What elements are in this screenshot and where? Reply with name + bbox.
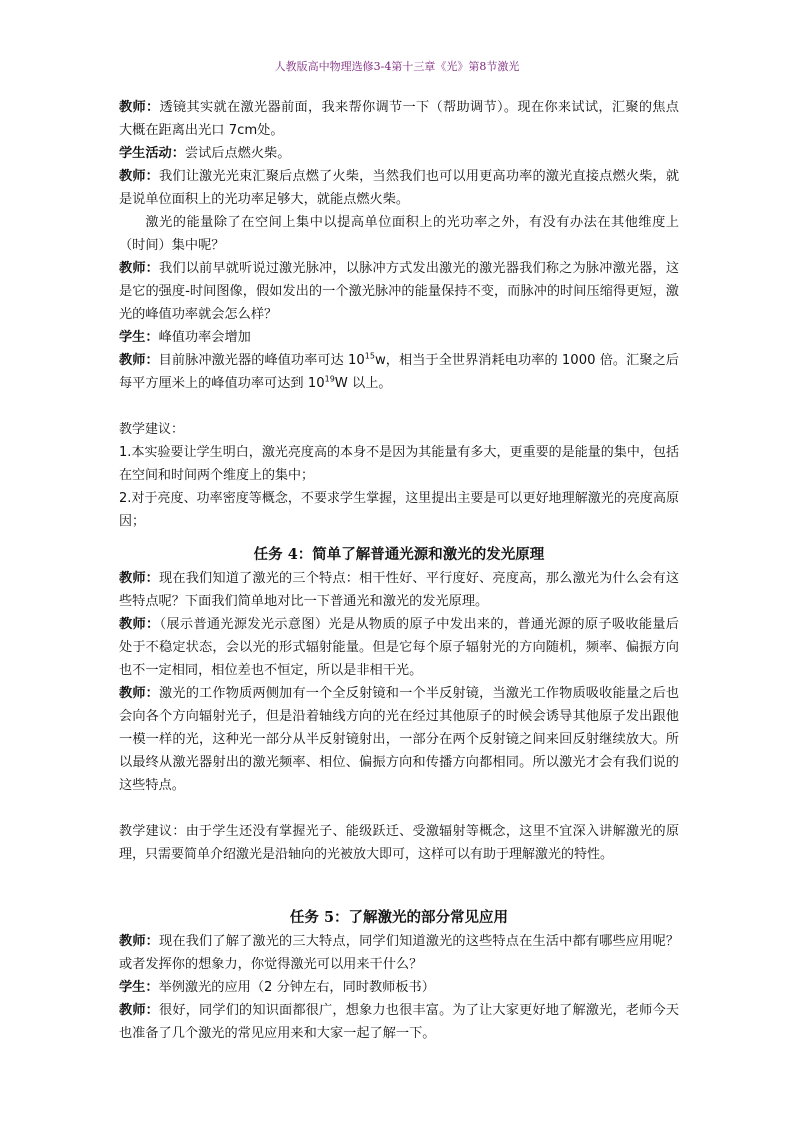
- exponent: 19: [324, 374, 335, 384]
- teacher-paragraph: [119, 613, 679, 682]
- task-5-heading: 任务 5：了解激光的部分常见应用: [289, 909, 509, 926]
- student-paragraph: [119, 976, 679, 999]
- paragraph-text: 我们以前早就听说过激光脉冲，以脉冲方式发出激光的激光器我们称之为脉冲激光器，这是它的强度-时间图像，假如发出的一个激光脉冲的能量保持不变，而脉冲的时间压缩得更短，激光的峰值功率就会怎么样？: [119, 261, 680, 322]
- speaker-label: 教师：: [119, 353, 159, 368]
- task-4-heading: 任务 4：简单了解普通光源和激光的发光原理: [253, 546, 545, 563]
- speaker-label: 学生活动：: [119, 146, 185, 161]
- paragraph-text: 我们让激光光束汇聚后点燃了火柴，当然我们也可以用更高功率的激光直接点燃火柴，就是说单位面积上的光功率足够大，就能点燃火柴。: [119, 169, 680, 207]
- paragraph-text: w，相当于全世界消耗电功率的 1000 倍。汇聚之后每平方厘米上的峰值功率可达到 10: [119, 353, 679, 391]
- paragraph-text: 目前脉冲激光器的峰值功率可达 10: [158, 353, 365, 368]
- document-body: [119, 96, 679, 1045]
- speaker-label: 学生：: [119, 980, 159, 995]
- paragraph-text: 峰值功率会增加: [158, 330, 251, 345]
- teacher-paragraph: [119, 349, 679, 395]
- paragraph-text: （展示普通光源发光示意图）光是从物质的原子中发出来的，普通光源的原子吸收能量后处于不稳定状态，会以光的形式辐射能量。但是它每个原子辐射光的方向随机，频率、偏振方向也不一定相同，相位差也不恒定，所以是非相干光。: [119, 617, 679, 678]
- speaker-label: 教师：: [119, 1003, 160, 1018]
- speaker-label: 教师：: [119, 100, 160, 115]
- spacer: [119, 395, 679, 418]
- student-activity-paragraph: [119, 142, 679, 165]
- teacher-paragraph: [119, 682, 679, 797]
- advice-item: 1.本实验要让学生明白，激光亮度高的本身不是因为其能量有多大，更重要的是能量的集中，包括在空间和时间两个维度上的集中；: [119, 445, 679, 483]
- spacer: [119, 866, 679, 906]
- speaker-label: 教师：: [119, 686, 160, 701]
- speaker-label: 教师：: [119, 169, 160, 184]
- speaker-label: 教师：: [119, 617, 160, 632]
- advice-paragraph: 教学建议：由于学生还没有掌握光子、能级跃迁、受激辐射等概念，这里不宜深入讲解激光的原理，只需要简单介绍激光是沿轴向的光被放大即可，这样可以有助于理解激光的特性。: [119, 824, 679, 862]
- indented-paragraph: 激光的能量除了在空间上集中以提高单位面积上的光功率之外，有没有办法在其他维度上（时间）集中呢？: [119, 215, 679, 253]
- exponent: 15: [364, 351, 375, 361]
- student-paragraph: [119, 326, 679, 349]
- speaker-label: 学生：: [119, 330, 159, 345]
- paragraph-text: W 以上。: [334, 376, 392, 391]
- paragraph-text: 现在我们知道了激光的三个特点：相干性好、平行度好、亮度高，那么激光为什么会有这些特点呢？下面我们简单地对比一下普通光和激光的发光原理。: [119, 571, 680, 609]
- teacher-paragraph: [119, 96, 679, 142]
- paragraph-text: 激光的工作物质两侧加有一个全反射镜和一个半反射镜，当激光工作物质吸收能量之后也会向各个方向辐射光子，但是沿着轴线方向的光在经过其他原子的时候会诱导其他原子发出跟他一模一样的光，这种光一部分从半反射镜射出，一部分在两个反射镜之间来回反射继续放大。所以最终从激光器射出的激光频率、相位、偏振方向和传播方向都相同。所以激光才会有我们说的这些特点。: [119, 686, 680, 793]
- teacher-paragraph: [119, 165, 679, 211]
- speaker-label: 教师：: [119, 261, 160, 276]
- speaker-label: 教师：: [119, 934, 160, 949]
- teacher-paragraph: [119, 567, 679, 613]
- paragraph-text: 尝试后点燃火柴。: [184, 146, 291, 161]
- paragraph-text: 很好，同学们的知识面都很广，想象力也很丰富。为了让大家更好地了解激光，老师今天也准备了几个激光的常见应用来和大家一起了解一下。: [119, 1003, 680, 1041]
- teacher-paragraph: [119, 257, 679, 326]
- speaker-label: 教师：: [119, 571, 160, 586]
- spacer: [119, 533, 679, 543]
- paragraph-text: 现在我们了解了激光的三大特点，同学们知道激光的这些特点在生活中都有哪些应用呢？或者发挥你的想象力，你觉得激光可以用来干什么？: [119, 934, 680, 972]
- teacher-paragraph: [119, 930, 679, 976]
- paragraph-text: 透镜其实就在激光器前面，我来帮你调节一下（帮助调节）。现在你来试试，汇聚的焦点大概在距离出光口 7cm处。: [119, 100, 679, 138]
- teacher-paragraph: [119, 999, 679, 1045]
- page-header: 人教版高中物理选修3-4第十三章《光》第8节激光: [274, 60, 520, 73]
- paragraph-text: 举例激光的应用（2 分钟左右，同时教师板书）: [158, 980, 435, 995]
- advice-title: 教学建议：: [119, 422, 185, 437]
- spacer: [119, 797, 679, 820]
- advice-item: 2.对于亮度、功率密度等概念，不要求学生掌握，这里提出主要是可以更好地理解激光的亮度高原因；: [119, 491, 679, 529]
